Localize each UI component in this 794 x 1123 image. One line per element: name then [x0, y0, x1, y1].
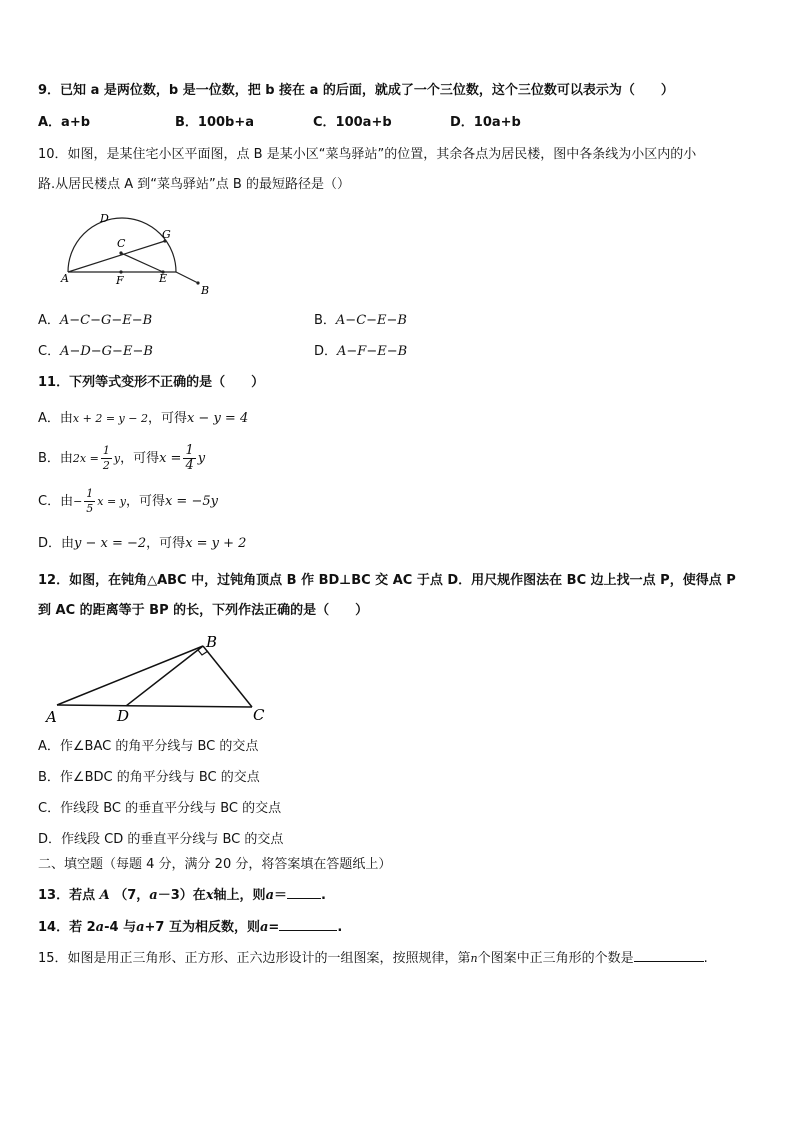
- q10-label-e: E: [159, 272, 168, 285]
- q11-b-frac2-num: 1: [185, 443, 194, 458]
- q11-option-c: [38, 484, 218, 520]
- q12-option-d: D．作线段 CD 的垂直平分线与 BC 的交点: [38, 832, 284, 847]
- q10-label-c: C: [117, 237, 126, 250]
- q11-d-eq1: y − x = −2: [74, 536, 147, 551]
- q11-c-prefix: C．由: [38, 494, 74, 509]
- q13-var-x: x: [205, 888, 214, 903]
- q14: [38, 916, 342, 937]
- q11-d-prefix: D．由: [38, 536, 75, 551]
- q10-option-d: [314, 343, 407, 361]
- q12-line-ac: [57, 705, 252, 707]
- q10-label-f: F: [116, 274, 124, 287]
- q10-option-a: [38, 312, 152, 330]
- q11-stem: 11．下列等式变形不正确的是（ ）: [38, 375, 265, 390]
- q14-var-a1: a: [95, 920, 105, 935]
- q12-option-a: A．作∠BAC 的角平分线与 BC 的交点: [38, 739, 259, 754]
- q10-label-a: A: [61, 272, 69, 285]
- q13-answer-blank[interactable]: [287, 884, 321, 899]
- q10-option-b-letter: B．: [314, 313, 336, 328]
- q13-pre: 13．若点: [38, 888, 96, 903]
- q11-a-eq1: x + 2 = y − 2: [72, 412, 148, 425]
- q11-b-frac2: [183, 444, 195, 473]
- q10-option-d-letter: D．: [314, 344, 338, 359]
- q12-option-c: C．作线段 BC 的垂直平分线与 BC 的交点: [38, 801, 282, 816]
- q15-pre: 15．如图是用正三角形、正方形、正六边形设计的一组图案，按照规律，第: [38, 951, 471, 966]
- q11-option-b: [38, 441, 205, 477]
- q15: [38, 947, 708, 968]
- q12-line-ab: [57, 646, 203, 705]
- q11-b-frac1-num: 1: [102, 444, 110, 457]
- q11-c-rest: x = y: [97, 495, 126, 508]
- q11-a-eq2: x − y = 4: [186, 411, 249, 426]
- q11-b-frac1-den: 2: [102, 459, 110, 472]
- q11-c-frac: [84, 487, 95, 516]
- q11-b-y2: y: [197, 451, 206, 466]
- q13-coord: （7，: [114, 888, 150, 903]
- q11-b-x: x =: [159, 451, 182, 466]
- q14-mid1: -4 与: [104, 920, 137, 935]
- q11-b-lhs: 2x =: [72, 452, 99, 465]
- q12-label-c: C: [253, 706, 265, 724]
- q14-eq: =: [268, 920, 280, 935]
- section2-heading: 二、填空题（每题 4 分，满分 20 分，将答案填在答题纸上）: [38, 857, 392, 872]
- q13: [38, 884, 326, 905]
- q9-option-b: B．100b+a: [175, 115, 255, 130]
- q10-option-c-letter: C．: [38, 344, 61, 359]
- q12-label-b: B: [206, 633, 218, 651]
- q14-end: .: [337, 920, 343, 935]
- q14-var-a2: a: [136, 920, 145, 935]
- q14-pre: 14．若 2: [38, 920, 96, 935]
- q11-a-mid: ，可得: [147, 411, 187, 426]
- q10-label-d: D: [100, 212, 109, 225]
- q15-end: .: [703, 951, 708, 966]
- q11-c-minus: −: [73, 495, 83, 508]
- q10-line-eb: [176, 272, 198, 283]
- q14-var-a3: a: [259, 920, 269, 935]
- q11-option-a: [38, 410, 248, 428]
- q10-point-c: [119, 251, 122, 254]
- q15-post: 个图案中正三角形的个数是: [477, 951, 634, 966]
- q11-b-y1: y: [113, 452, 121, 465]
- q10-option-b: [314, 312, 407, 330]
- q13-point-a: A: [99, 888, 110, 903]
- q15-answer-blank[interactable]: [634, 947, 704, 962]
- q12-line-bc: [203, 646, 252, 707]
- q10-option-c: [38, 343, 153, 361]
- q9-stem: 9．已知 a 是两位数，b 是一位数，把 b 接在 a 的后面，就成了一个三位数，这个三位数可以表示为（ ）: [38, 83, 674, 98]
- q11-b-mid: ，可得: [120, 451, 160, 466]
- q11-c-mid: ，可得: [125, 494, 165, 509]
- q10-stem-line2: 路.从居民楼点 A 到“菜鸟驿站”点 B 的最短路径是（）: [38, 177, 350, 192]
- q13-var-a2: a: [265, 888, 274, 903]
- q10-option-a-path: A−C−G−E−B: [59, 313, 153, 328]
- q11-b-frac1: [101, 444, 112, 473]
- q11-c-frac-den: 5: [86, 502, 94, 515]
- q9-option-c: C．100a+b: [313, 115, 392, 130]
- q12-label-a: A: [46, 708, 57, 726]
- q10-option-b-path: A−C−E−B: [335, 313, 407, 328]
- q11-d-eq2: x = y + 2: [185, 536, 247, 551]
- q11-b-prefix: B．由: [38, 451, 73, 466]
- q10-label-g: G: [162, 228, 171, 241]
- q10-option-c-path: A−D−G−E−B: [60, 344, 153, 359]
- q10-option-d-path: A−F−E−B: [337, 344, 408, 359]
- q12-stem-line2: 到 AC 的距离等于 BP 的长，下列作法正确的是（ ）: [38, 603, 369, 618]
- q11-option-d: [38, 535, 246, 553]
- q12-label-d: D: [117, 707, 130, 725]
- q10-figure: [55, 205, 225, 305]
- q11-c-frac-num: 1: [86, 487, 94, 500]
- q13-tail: 轴上，则: [213, 888, 266, 903]
- q14-mid2: +7 互为相反数，则: [144, 920, 260, 935]
- q12-option-b: B．作∠BDC 的角平分线与 BC 的交点: [38, 770, 260, 785]
- q10-label-b: B: [201, 284, 210, 297]
- q12-line-bd: [126, 646, 203, 706]
- q11-d-mid: ，可得: [146, 536, 186, 551]
- q13-rest: －3）在: [157, 888, 206, 903]
- q9-option-d: D．10a+b: [450, 115, 521, 130]
- q11-c-eq2: x = −5y: [164, 494, 218, 509]
- q10-point-b: [196, 281, 199, 284]
- q10-option-a-letter: A．: [38, 313, 60, 328]
- q14-answer-blank[interactable]: [279, 916, 337, 931]
- q10-line-ce: [121, 253, 163, 272]
- q13-end: .: [321, 888, 326, 903]
- q11-b-frac2-den: 4: [185, 458, 194, 473]
- q13-var-a: a: [149, 888, 158, 903]
- q12-stem-line1: 12．如图，在钝角△ABC 中，过钝角顶点 B 作 BD⊥BC 交 AC 于点 D．用尺规作图法在 BC 边上找一点 P，使得点 P: [38, 573, 736, 588]
- q9-option-a: A．a+b: [38, 115, 91, 130]
- q13-eq: ＝: [274, 888, 288, 903]
- q11-a-prefix: A．由: [38, 411, 73, 426]
- q15-var-n: n: [470, 952, 478, 965]
- q10-stem-line1: 10．如图，是某住宅小区平面图，点 B 是某小区“菜鸟驿站”的位置，其余各点为居民楼，图中各条线为小区内的小: [38, 147, 697, 162]
- q12-figure: [40, 630, 280, 730]
